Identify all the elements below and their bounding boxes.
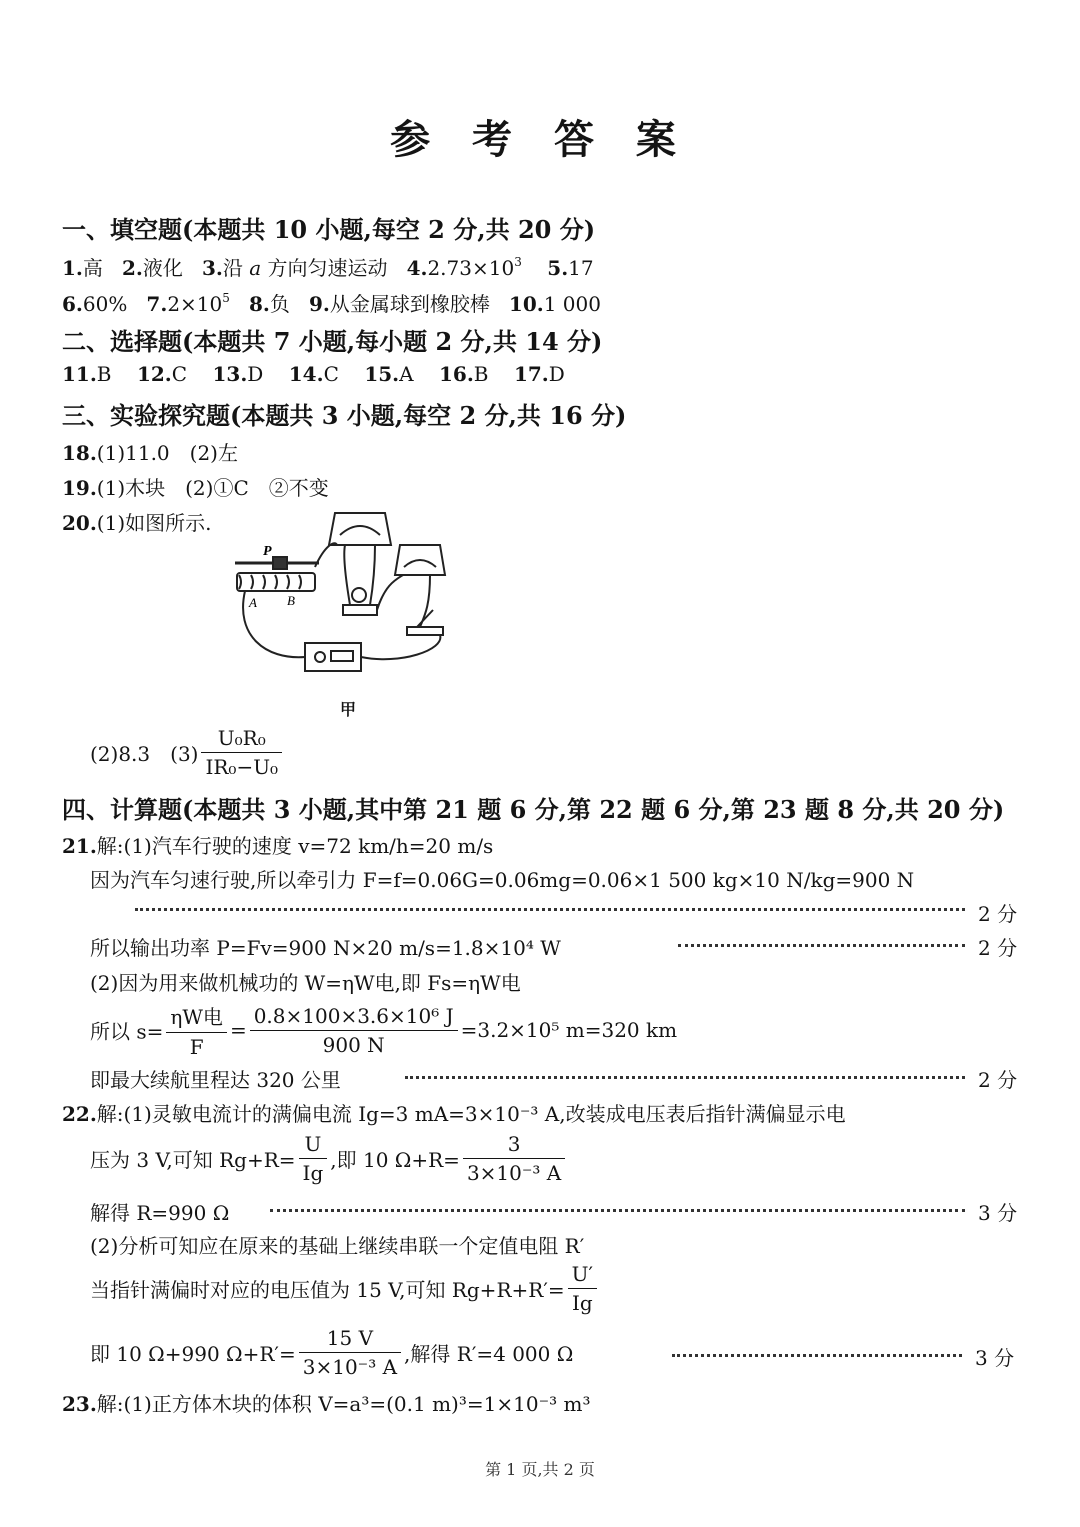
- answer-21-line-1: 21.解:(1)汽车行驶的速度 v=72 km/h=20 m/s: [62, 834, 494, 858]
- answer-21-line-6: 即最大续航里程达 320 公里: [90, 1068, 341, 1092]
- label-p: P: [263, 544, 272, 559]
- page-title: 参 考 答 案: [390, 116, 690, 163]
- dot-leader: [135, 908, 965, 911]
- section-heading-fill: 一、填空题(本题共 10 小题,每空 2 分,共 20 分): [62, 215, 596, 244]
- dot-leader: [405, 1076, 965, 1079]
- answer-22-line-3: 解得 R=990 Ω: [90, 1201, 230, 1225]
- circuit-diagram: [225, 505, 465, 689]
- score-21a: 2 分: [978, 902, 1018, 926]
- answer-23-line-1: 23.解:(1)正方体木块的体积 V=a³=(0.1 m)³=1×10⁻³ m³: [62, 1392, 591, 1416]
- answer-21-line-2: 因为汽车匀速行驶,所以牵引力 F=f=0.06G=0.06mg=0.06×1 500 kg×10 N/kg=900 N: [90, 868, 915, 892]
- score-21b: 2 分: [978, 936, 1018, 960]
- answer-22-line-2: 压为 3 V,可知 Rg+R= $\frac{U}{Ig}$ ,即 10 Ω+R= $\frac{3}{\text{3×10⁻³ A}}$: [90, 1132, 568, 1185]
- dot-leader: [270, 1209, 965, 1212]
- dot-leader: [672, 1354, 962, 1357]
- section-heading-choice: 二、选择题(本题共 7 小题,每小题 2 分,共 14 分): [62, 327, 603, 356]
- score-21c: 2 分: [978, 1068, 1018, 1092]
- label-b: B: [287, 593, 295, 608]
- figure-caption: 甲: [340, 700, 357, 719]
- choice-answers-row: 11.B 12.C 13.D 14.C 15.A 16.B 17.D: [62, 362, 565, 386]
- answer-22-line-1: 22.解:(1)灵敏电流计的满偏电流 Ig=3 mA=3×10⁻³ A,改装成电压表后指针满偏显示电: [62, 1102, 846, 1126]
- fill-answers-row-1: 1.高 2.液化 3.沿 a 方向匀速运动 $4.2.73\times 10^3$ 5.17: [62, 255, 594, 280]
- answer-22-line-4: (2)分析可知应在原来的基础上继续串联一个定值电阻 R′: [90, 1234, 585, 1258]
- dot-leader: [678, 944, 965, 947]
- answer-21-line-3: 所以输出功率 P=Fv=900 N×20 m/s=1.8×10⁴ W: [90, 936, 561, 960]
- answer-22-line-6: 即 10 Ω+990 Ω+R′= $\frac{15 V}{\text{3×10⁻³ A}}$ ,解得 R′=4 000 Ω: [90, 1326, 574, 1379]
- fill-answers-row-2: 6.60% $7.2\times 10^5$ 8.负 9.从金属球到橡胶棒 10.1 000: [62, 291, 601, 316]
- circuit-drawing: [225, 505, 465, 685]
- answer-21-line-5: 所以 s= $\frac{\text{ηW电}}{F}$ = $\frac{\text{0.8×100×3.6×10⁶ J}}{900 N}$ =3.2×10⁵ m=320 km: [90, 1001, 677, 1059]
- label-a: A: [249, 595, 257, 610]
- answer-21-line-4: (2)因为用来做机械功的 W=ηW电,即 Fs=ηW电: [90, 971, 521, 995]
- answer-20-part2: (2)8.3 (3) $\frac{\text{U₀R₀}}{\text{IR₀−U₀}}$: [90, 726, 285, 779]
- answer-22-line-5: 当指针满偏时对应的电压值为 15 V,可知 Rg+R+R′= $\frac{U'}{Ig}$: [90, 1262, 600, 1315]
- answer-20: 20.(1)如图所示.: [62, 511, 212, 535]
- rheostat-slider: [273, 557, 287, 569]
- score-22a: 3 分: [978, 1201, 1018, 1225]
- answer-18: 18.(1)11.0 (2)左: [62, 441, 238, 465]
- score-22b: 3 分: [975, 1346, 1015, 1370]
- page-footer: 第 1 页,共 2 页: [485, 1460, 595, 1479]
- section-heading-calc: 四、计算题(本题共 3 小题,其中第 21 题 6 分,第 22 题 6 分,第 23 题 8 分,共 20 分): [62, 795, 1005, 824]
- answer-19: 19.(1)木块 (2)①C ②不变: [62, 476, 329, 500]
- voltmeter-body: [329, 513, 391, 545]
- section-heading-experiment: 三、实验探究题(本题共 3 小题,每空 2 分,共 16 分): [62, 401, 627, 430]
